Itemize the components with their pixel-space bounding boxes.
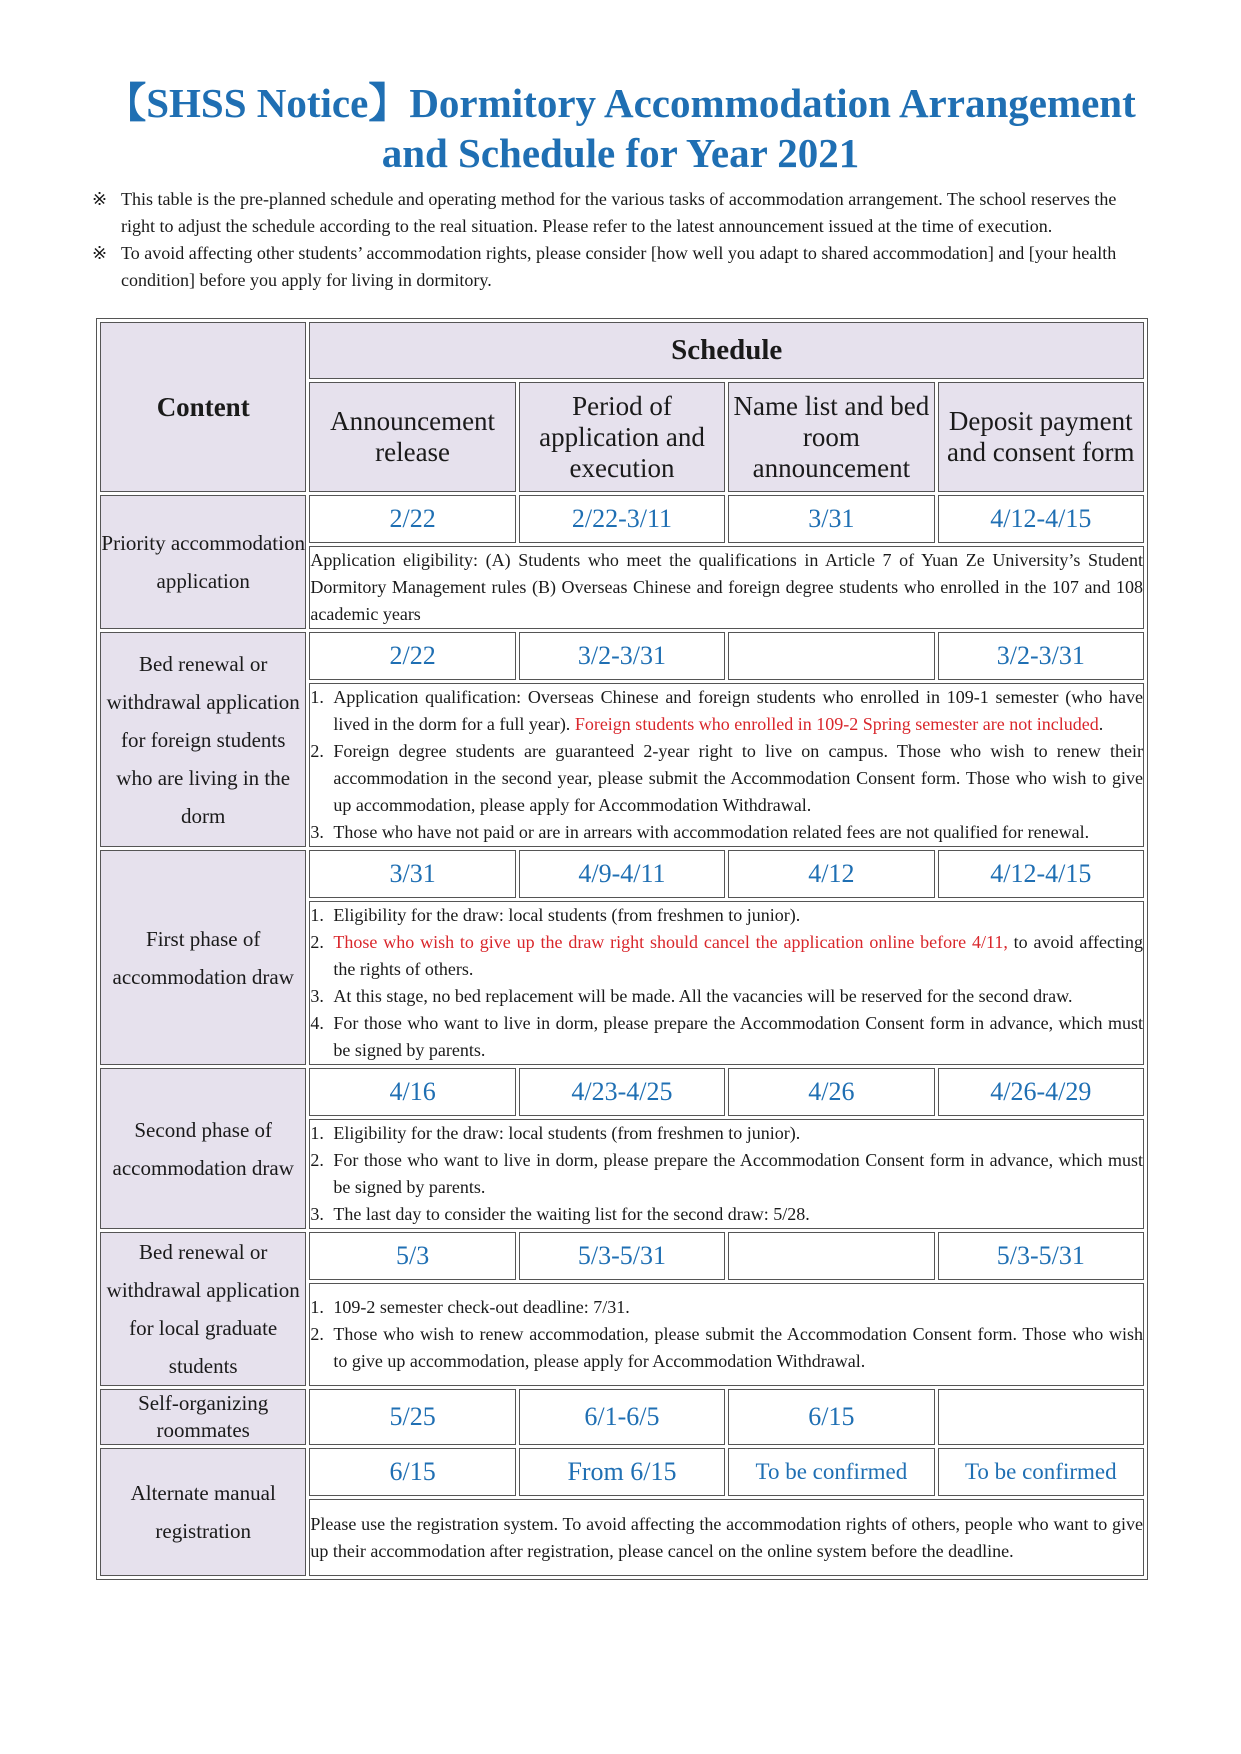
item-number: 3.	[310, 822, 324, 842]
item-number: 3.	[310, 986, 324, 1006]
note-text: This table is the pre-planned schedule and operating method for the various tasks of accommodation arrangement. The school reserves the right to adjust the schedule according to the real situation. Please refer to the latest announcement issued at the time of execution.	[121, 189, 1117, 236]
table-row	[100, 495, 1144, 543]
list-item	[310, 929, 1143, 983]
item-text: Eligibility for the draw: local students (from freshmen to junior).	[333, 905, 801, 925]
date-cell: 4/12	[728, 850, 934, 898]
date-cell: 2/22	[309, 495, 515, 543]
item-text: At this stage, no bed replacement will be made. All the vacancies will be reserved for the second draw.	[333, 986, 1073, 1006]
list-item	[310, 684, 1143, 738]
date-cell: 5/3-5/31	[938, 1232, 1144, 1280]
item-number: 2.	[310, 932, 324, 952]
item-number: 1.	[310, 687, 324, 707]
date-cell: 2/22	[309, 632, 515, 680]
date-cell: 4/16	[309, 1068, 515, 1116]
date-cell: 3/2-3/31	[938, 632, 1144, 680]
item-number: 2.	[310, 1150, 324, 1170]
item-text-after: .	[1098, 714, 1104, 734]
list-item	[310, 1120, 1143, 1147]
list-item	[310, 1010, 1143, 1064]
row-label-local-renewal: Bed renewal or withdrawal application for local graduate students	[100, 1232, 306, 1386]
row-description	[309, 1119, 1144, 1229]
item-text: Those who have not paid or are in arrears with accommodation related fees are not qualified for renewal.	[333, 822, 1090, 842]
list-item	[310, 902, 1143, 929]
row-label-foreign-renewal: Bed renewal or withdrawal application for foreign students who are living in the dorm	[100, 632, 306, 847]
note-mark-icon: ※	[92, 189, 108, 209]
table-row	[100, 1068, 1144, 1116]
note-item	[92, 240, 1152, 294]
row-description	[309, 901, 1144, 1065]
date-cell	[728, 1232, 934, 1280]
date-cell: 3/31	[309, 850, 515, 898]
date-cell: 3/31	[728, 495, 934, 543]
title-line-1: 【SHSS Notice】Dormitory Accommodation Arrangement	[105, 80, 1136, 126]
content-header: Content	[100, 322, 306, 492]
column-header-deposit: Deposit payment and consent form	[938, 382, 1144, 492]
row-description: Application eligibility: (A) Students who meet the qualifications in Article 7 of Yuan Ze University’s Student Dormitory Management rules (B) Overseas Chinese and foreign degree students who enrolled in the 107 and 108 academic years	[309, 546, 1144, 629]
list-item	[310, 1294, 1143, 1321]
item-text: The last day to consider the waiting list for the second draw: 5/28.	[333, 1204, 810, 1224]
date-cell: 4/12-4/15	[938, 850, 1144, 898]
date-cell: 6/1-6/5	[519, 1389, 725, 1445]
date-cell: From 6/15	[519, 1448, 725, 1496]
item-text: Foreign degree students are guaranteed 2-year right to live on campus. Those who wish to renew their accommodation in the second year, please submit the Accommodation Consent form. Those who wish to give up accommodation, please apply for Accommodation Withdrawal.	[333, 741, 1143, 815]
date-cell: 4/9-4/11	[519, 850, 725, 898]
date-cell: 4/23-4/25	[519, 1068, 725, 1116]
requirement-list	[310, 1120, 1143, 1228]
date-cell: 6/15	[309, 1448, 515, 1496]
list-item	[310, 1321, 1143, 1375]
item-text: Application qualification: Overseas Chinese and foreign students who enrolled in 109-1 semester (who have lived in the dorm for a full year).	[333, 687, 1143, 734]
list-item	[310, 1147, 1143, 1201]
list-item	[310, 1201, 1143, 1228]
item-text: Those who wish to renew accommodation, please submit the Accommodation Consent form. Those who wish to give up accommodation, please apply for Accommodation Withdrawal.	[333, 1324, 1143, 1371]
row-label-second-draw: Second phase of accommodation draw	[100, 1068, 306, 1229]
schedule-header: Schedule	[309, 322, 1144, 379]
row-label-priority: Priority accommodation application	[100, 495, 306, 629]
item-text-highlight: Those who wish to give up the draw right should cancel the application online before 4/11,	[333, 932, 1008, 952]
table-row	[100, 1389, 1144, 1445]
date-cell: 5/25	[309, 1389, 515, 1445]
requirement-list	[310, 902, 1143, 1064]
row-description	[309, 683, 1144, 847]
table-row	[100, 1232, 1144, 1280]
date-cell: 4/26	[728, 1068, 934, 1116]
date-cell: 6/15	[728, 1389, 934, 1445]
date-cell	[728, 632, 934, 680]
column-header-name-list: Name list and bed room announcement	[728, 382, 934, 492]
list-item	[310, 738, 1143, 819]
note-item	[92, 186, 1152, 240]
title-line-2: and Schedule for Year 2021	[381, 130, 860, 176]
row-description: Please use the registration system. To avoid affecting the accommodation rights of others, people who want to give up their accommodation after registration, please cancel on the online system before the deadline.	[309, 1499, 1144, 1576]
note-mark-icon: ※	[92, 243, 108, 263]
column-header-announcement: Announcement release	[309, 382, 515, 492]
item-number: 4.	[310, 1013, 324, 1033]
item-text: For those who want to live in dorm, please prepare the Accommodation Consent form in advance, which must be signed by parents.	[333, 1013, 1143, 1060]
item-number: 2.	[310, 741, 324, 761]
item-text: 109-2 semester check-out deadline: 7/31.	[333, 1297, 630, 1317]
row-label-alternate: Alternate manual registration	[100, 1448, 306, 1576]
requirement-list	[310, 684, 1143, 846]
item-text-highlight: Foreign students who enrolled in 109-2 Spring semester are not included	[574, 714, 1099, 734]
date-cell: 4/26-4/29	[938, 1068, 1144, 1116]
item-number: 3.	[310, 1204, 324, 1224]
date-cell	[938, 1389, 1144, 1445]
table-row	[100, 850, 1144, 898]
row-label-self-organizing: Self-organizing roommates	[100, 1389, 306, 1445]
table-row	[100, 632, 1144, 680]
date-cell: To be confirmed	[728, 1448, 934, 1496]
row-label-first-draw: First phase of accommodation draw	[100, 850, 306, 1065]
table-row	[100, 1448, 1144, 1496]
column-header-period: Period of application and execution	[519, 382, 725, 492]
date-cell: 2/22-3/11	[519, 495, 725, 543]
item-number: 2.	[310, 1324, 324, 1344]
item-number: 1.	[310, 1297, 324, 1317]
schedule-table	[96, 318, 1148, 1580]
date-cell: 4/12-4/15	[938, 495, 1144, 543]
date-cell: 3/2-3/31	[519, 632, 725, 680]
date-cell: 5/3	[309, 1232, 515, 1280]
list-item	[310, 983, 1143, 1010]
requirement-list	[310, 1294, 1143, 1375]
date-cell: To be confirmed	[938, 1448, 1144, 1496]
notes-section	[92, 186, 1152, 294]
date-cell: 5/3-5/31	[519, 1232, 725, 1280]
item-text: For those who want to live in dorm, please prepare the Accommodation Consent form in advance, which must be signed by parents.	[333, 1150, 1143, 1197]
page-title	[60, 78, 1181, 178]
item-number: 1.	[310, 905, 324, 925]
list-item	[310, 819, 1143, 846]
item-text-after: to avoid affecting the rights of others.	[333, 932, 1144, 979]
note-text: To avoid affecting other students’ accommodation rights, please consider [how well you adapt to shared accommodation] and [your health condition] before you apply for living in dormitory.	[121, 243, 1117, 290]
item-text: Eligibility for the draw: local students (from freshmen to junior).	[333, 1123, 801, 1143]
row-description	[309, 1283, 1144, 1386]
table-header-row	[100, 322, 1144, 379]
item-number: 1.	[310, 1123, 324, 1143]
